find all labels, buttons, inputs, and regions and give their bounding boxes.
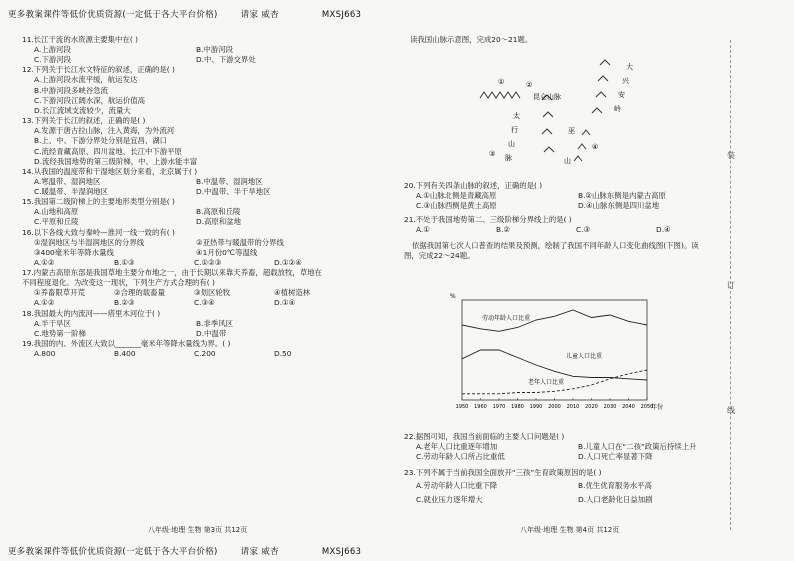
x-tick-label: 1970 [492, 404, 506, 410]
question-block [22, 299, 377, 309]
answer-option[interactable]: D.中温带、半干旱地区 [196, 187, 271, 197]
question-stem: 16.以下各线大致与秦岭—淮河一线一致的有( ) [22, 227, 175, 237]
series-label: 劳动年龄人口比重 [482, 315, 531, 322]
q20-option-c[interactable]: C.③山脉西侧是黄土高原 [416, 201, 497, 211]
y-axis-label: % [450, 293, 456, 300]
map-label: 山 [564, 157, 571, 165]
q22-option-d[interactable]: D.人口死亡率显著下降 [578, 452, 653, 462]
answer-option[interactable]: C.③④ [194, 298, 215, 308]
question-block [22, 229, 377, 259]
q20-option-b[interactable]: B.②山脉东侧是内蒙古高原 [578, 191, 666, 200]
question-block [22, 310, 377, 340]
answer-option[interactable]: D.高原和盆地 [196, 217, 241, 227]
q21-option-c[interactable]: C.③ [576, 225, 591, 235]
question-stem: 12.下列关于长江水文特征的叙述，正确的是( ) [22, 65, 175, 75]
side-mark: 线 [727, 406, 735, 415]
answer-option[interactable]: D.长江流域支流较少，流量大 [34, 105, 131, 115]
answer-option[interactable]: A.800 [34, 348, 56, 358]
question-block [22, 168, 377, 198]
question-stem: 13.下列关于长江的叙述，正确的是( ) [22, 116, 146, 126]
q21-option-b[interactable]: B.② [496, 225, 511, 235]
q23-option-b[interactable]: B.优生优育服务水平高 [578, 481, 652, 491]
option-row [22, 259, 377, 269]
q22-option-c[interactable]: C.劳动年龄人口所占比重低 [416, 452, 505, 462]
answer-option[interactable]: B.400 [114, 348, 136, 358]
map-label: 太 [513, 112, 520, 120]
answer-option[interactable]: A.上游河段 [34, 45, 71, 54]
footer-page-4: 八年级·地理 生物 第4页 共12页 [520, 526, 620, 534]
x-tick-label: 2010 [566, 404, 580, 410]
answer-option[interactable]: B.①③ [114, 258, 135, 267]
q21-option-d[interactable]: D.④ [656, 225, 671, 235]
option-row [22, 107, 377, 117]
map-label: 大 [626, 63, 633, 71]
map-label: ③ [489, 150, 496, 158]
answer-option[interactable]: ③划区轮牧 [194, 288, 231, 298]
right-questions [404, 182, 739, 262]
answer-option[interactable]: C.暖温带、半湿润地区 [34, 187, 109, 197]
map-label: 巫 [568, 127, 575, 135]
series-label: 儿童人口比重 [566, 353, 603, 360]
answer-option[interactable]: ④1月份0℃等温线 [196, 247, 258, 257]
series-line-1 [462, 350, 647, 380]
q22-stem: 22.据图可知，我国当前面临的主要人口问题是( ) [404, 432, 565, 441]
answer-option[interactable]: C.流经青藏高原、四川盆地、长江中下游平原 [34, 146, 182, 156]
map-label: ④ [592, 143, 599, 151]
answer-option[interactable]: A.①② [34, 298, 55, 308]
taihang-mountains [542, 95, 554, 152]
kunlun-mountains [480, 92, 520, 98]
answer-option[interactable]: ①养畜限草开荒 [34, 288, 85, 298]
wushan-mountains [574, 130, 590, 161]
answer-option[interactable]: B.中游河段多峡谷急流 [34, 85, 108, 95]
answer-option[interactable]: C.下游河段 [34, 55, 72, 65]
q23-stem: 23.下列不属于当前我国全面放开“三孩”生育政策原因的是( ) [404, 468, 602, 478]
answer-option[interactable]: B.非季风区 [196, 318, 233, 328]
banner-code: MXSJ663 [321, 10, 362, 20]
answer-option[interactable]: B.高原和丘陵 [196, 207, 241, 217]
top-banner [8, 8, 361, 20]
map-label: 兴 [622, 77, 629, 85]
map-label: 脉 [505, 154, 512, 162]
answer-option[interactable]: C.下游河段江阔水深，航运价值高 [34, 95, 145, 105]
x-tick-label: 2050 [640, 404, 654, 410]
map-label: 岭 [614, 105, 621, 113]
side-mark: 订 [727, 281, 735, 290]
answer-option[interactable]: C.200 [194, 348, 216, 358]
map-intro: 读我国山脉示意图，完成20～21题。 [410, 35, 533, 44]
x-tick-label: 1980 [511, 404, 524, 410]
q23-option-a[interactable]: A.劳动年龄人口比重下降 [416, 481, 498, 491]
question-stem: 14.从我国的温度带和干湿地区划分来看，北京属于( ) [22, 166, 198, 176]
option-row [22, 299, 377, 309]
q23-option-d[interactable]: D.人口老龄化日益加剧 [578, 494, 653, 504]
side-mark: 装 [727, 151, 735, 160]
banner-contact: 请家 威杏 [240, 10, 279, 20]
answer-option[interactable]: A.上游河段水流平缓，航运发达 [34, 75, 138, 85]
banner-text: 更多教案课件等低价优质资源(一定低于各大平台价格) [8, 10, 218, 20]
answer-option[interactable]: B.②③ [114, 298, 135, 308]
question-block [22, 66, 377, 117]
answer-option[interactable]: C.地势第一阶梯 [34, 328, 86, 338]
answer-option[interactable]: B.中温带、湿润地区 [196, 176, 263, 186]
chart-intro-2: 图，完成22～24题。 [404, 250, 475, 260]
answer-option[interactable]: A.①② [34, 258, 55, 267]
map-label: 山 [508, 140, 515, 148]
x-tick-label: 2030 [603, 404, 617, 410]
answer-option[interactable]: A.发源于唐古拉山脉，注入黄海，为外流河 [34, 126, 175, 136]
question-stem: 11.长江干流的水资源主要集中在( ) [22, 35, 138, 44]
bottom-banner [8, 545, 361, 557]
answer-option[interactable]: D.流经我国地势的第三级阶梯，中、上游水能丰富 [34, 156, 198, 166]
answer-option[interactable]: A.半干旱区 [34, 318, 71, 328]
footer-page-3: 八年级·地理 生物 第3页 共12页 [148, 526, 248, 534]
banner-code: MXSJ663 [321, 547, 362, 557]
option-row [22, 158, 377, 168]
mountain-map [470, 55, 650, 175]
q22-option-b[interactable]: B.儿童人口在“二孩”政策后持续上升 [578, 442, 697, 451]
answer-option[interactable]: C.①②③ [194, 258, 222, 267]
option-row [22, 137, 377, 147]
answer-option[interactable]: ②亚热带与暖温带的分界线 [196, 237, 284, 247]
option-row [22, 56, 377, 66]
map-label: 昆仑山脉 [533, 93, 561, 101]
q21-stem: 21.不处于我国地势第二、三级阶梯分界线上的是( ) [404, 215, 572, 225]
right-questions-2 [404, 433, 739, 506]
question-stem: 19.我国的内、外流区大致以_______毫米年等降水量线为界。( ) [22, 338, 231, 348]
q20-option-a[interactable]: A.①山脉北侧是青藏高原 [416, 191, 497, 200]
question-block [22, 198, 377, 228]
q22-option-a[interactable]: A.老年人口比重逐年增加 [416, 442, 498, 451]
x-tick-label: 1990 [529, 404, 543, 410]
question-stem: 17.内蒙古高原东部是我国草地主要分布地之一，由于长期以来靠天养畜，超载放牧，草地在 [22, 268, 322, 278]
right-column [404, 36, 739, 46]
x-tick-label: 2000 [548, 404, 561, 410]
answer-option[interactable]: B.上、中、下游分界处分别是宜昌、湖口 [34, 136, 168, 146]
option-row [22, 330, 377, 340]
q21-option-a[interactable]: A.① [416, 225, 430, 235]
daxinganling-mountains [592, 60, 610, 113]
series-label: 老年人口比重 [528, 379, 565, 386]
answer-option[interactable]: D.中温带 [196, 328, 227, 338]
map-label: 行 [511, 126, 518, 134]
answer-option[interactable]: D.①④ [274, 298, 296, 308]
question-block [22, 36, 377, 66]
x-axis-label: 年份 [651, 404, 663, 411]
x-tick-label: 1950 [455, 404, 469, 410]
answer-option[interactable]: ④植树造林 [274, 288, 311, 298]
answer-option[interactable]: D.50 [274, 348, 292, 358]
question-stem: 18.我国最大的内流河——塔里木河位于( ) [22, 308, 161, 318]
answer-option[interactable]: D.①②④ [274, 258, 302, 267]
q23-option-c[interactable]: C.就业压力逐年增大 [416, 494, 483, 504]
answer-option[interactable]: A.山地和高原 [34, 207, 79, 217]
x-tick-label: 2040 [622, 404, 635, 410]
answer-option[interactable]: C.平原和丘陵 [34, 217, 79, 227]
option-row [22, 218, 377, 228]
question-stem: 不同程度退化。为改变这一现状，下列生产方式合理的有( ) [22, 278, 215, 288]
answer-option[interactable]: ①湿润地区与半湿润地区的分界线 [34, 237, 145, 247]
map-label: ② [526, 81, 533, 89]
option-row [22, 188, 377, 198]
map-label: 安 [618, 91, 625, 99]
x-tick-label: 1960 [474, 404, 487, 410]
left-questions [22, 36, 377, 360]
answer-option[interactable]: ③400毫米年等降水量线 [34, 247, 114, 257]
population-chart [448, 288, 663, 423]
map-label: ① [498, 78, 505, 86]
answer-option[interactable]: D.中、下游交界处 [196, 55, 256, 65]
question-stem: 15.我国第二级阶梯上的主要地形类型分别是( ) [22, 197, 175, 207]
chart-intro: 依据我国第七次人口普查的结果及预测，绘制了我国不同年龄人口变化曲线图(下图)。读 [412, 240, 699, 250]
banner-contact: 请家 威杏 [240, 547, 279, 557]
banner-text: 更多教案课件等低价优质资源(一定低于各大平台价格) [8, 547, 218, 557]
answer-option[interactable]: B.中游河段 [196, 45, 233, 54]
option-row [22, 350, 377, 360]
question-block [22, 259, 377, 269]
answer-option[interactable]: ②合理的载畜量 [114, 288, 165, 298]
question-block [22, 279, 377, 299]
q20-stem: 20.下列有关四条山脉的叙述，正确的是( ) [404, 181, 543, 190]
answer-option[interactable]: A.寒温带、湿润地区 [34, 176, 101, 186]
question-block [22, 117, 377, 168]
question-block [22, 340, 377, 360]
q20-option-d[interactable]: D.④山脉东侧是四川盆地 [578, 201, 660, 211]
x-tick-label: 2020 [585, 404, 598, 410]
